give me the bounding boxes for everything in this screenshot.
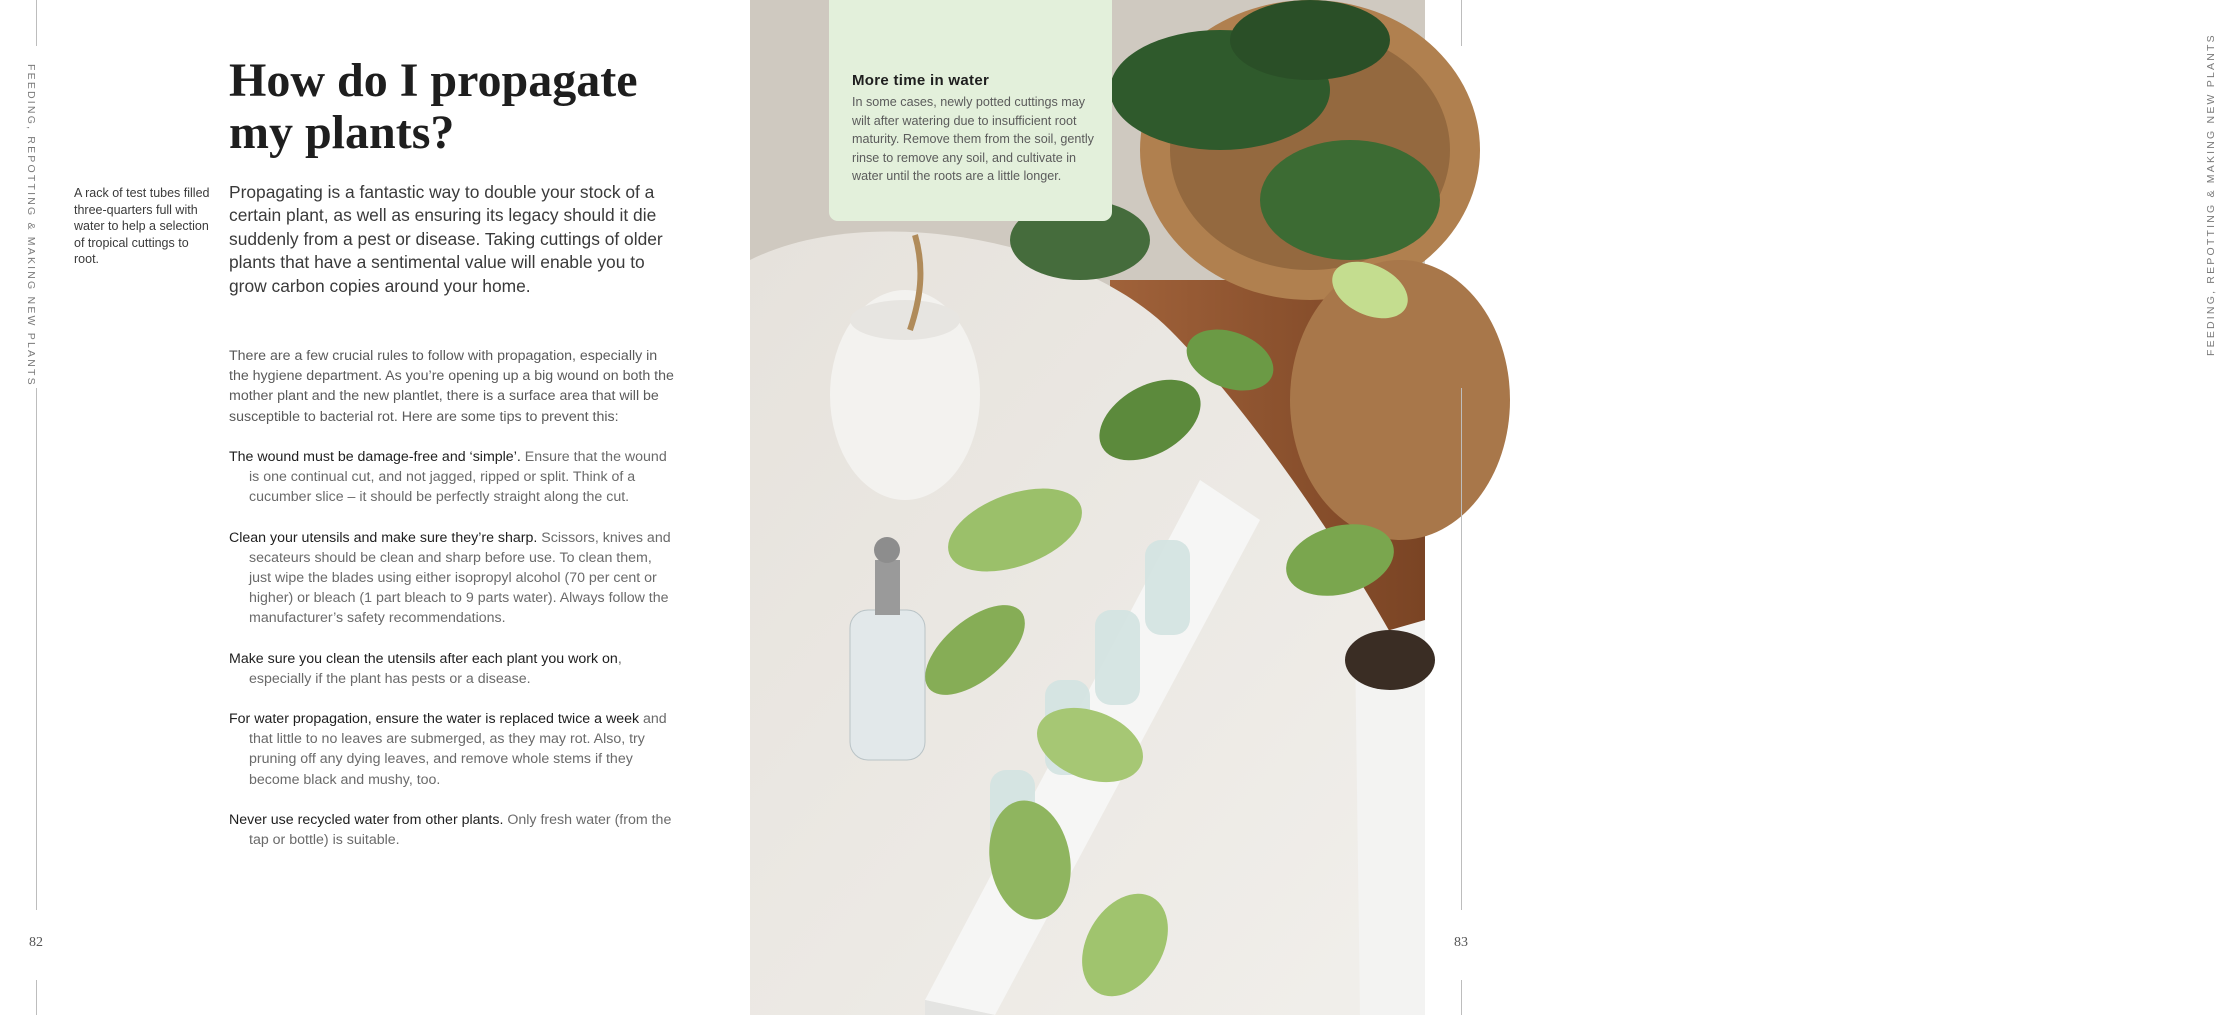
tip-lead: The wound must be damage-free and ‘simple’. (229, 449, 521, 465)
page-number: 82 (29, 935, 43, 950)
tip-text: , especially if the plant has pests or a disease. (249, 650, 622, 687)
list-item (229, 709, 674, 790)
margin-rule-middle (36, 388, 37, 910)
photo-caption: A rack of test tubes filled three-quarters full with water to help a selection of tropical cuttings to root. (74, 186, 210, 266)
tip-sidebar (829, 0, 1112, 221)
tip-lead: Never use recycled water from other plants. (229, 811, 504, 828)
sidebar-text: In some cases, newly potted cuttings may wilt after watering due to insufficient root maturity. Remove them from the soil, gently rinse to remove any soil, and cultivate in water until the roots are a little longer. (852, 95, 1094, 184)
intro-paragraph: Propagating is a fantastic way to double your stock of a certain plant, as well as ensuring its legacy should it die suddenly from a pest or disease. Taking cuttings of older plants that have a sentimental value will enable you to grow carbon copies around your home. (229, 182, 663, 296)
list-item (229, 528, 674, 629)
tip-lead: For water propagation, ensure the water is replaced twice a week (229, 711, 640, 728)
tip-text: Ensure that the wound is one continual cut, and not jagged, ripped or split. Think of a cucumber slice – it should be perfectly straight along the cut. (249, 449, 667, 506)
tip-lead: Make sure you clean the utensils after each plant you work on (229, 650, 618, 667)
left-page (0, 0, 750, 1015)
margin-rule-top (1461, 0, 1462, 46)
tip-text: Scissors, knives and secateurs should be clean and sharp before use. To clean them, just wipe the blades using either isopropyl alcohol (70 per cent or higher) or bleach (1 part bleach to 9 parts water). Always follow the manufacturer’s safety recommendations. (249, 529, 671, 627)
list-item (229, 447, 674, 508)
tip-text: and that little to no leaves are submerged, as they may rot. Also, try pruning off any dying leaves, and remove whole stems if they become black and mushy, too. (249, 711, 667, 788)
tip-text: Only fresh water (from the tap or bottle) is suitable. (249, 811, 672, 849)
margin-rule-bottom (36, 980, 37, 1015)
sidebar-title: More time in water (852, 72, 990, 89)
tips-list (229, 447, 674, 870)
list-item (229, 810, 674, 850)
body-paragraph: There are a few crucial rules to follow with propagation, especially in the hygiene department. As you’re opening up a big wound on both the mother plant and the new plantlet, there is a surface area that will be susceptible to bacterial rot. Here are some tips to prevent this: (229, 348, 674, 425)
margin-rule-bottom (1461, 980, 1462, 1015)
list-item (229, 649, 674, 689)
running-head: FEEDING, REPOTTING & MAKING NEW PLANTS (25, 64, 37, 387)
margin-rule-top (36, 0, 37, 46)
tip-lead: Clean your utensils and make sure they’re sharp. (229, 529, 538, 546)
running-head: FEEDING, REPOTTING & MAKING NEW PLANTS (2205, 33, 2217, 356)
margin-rule-middle (1461, 388, 1462, 910)
page-title: How do I propagate my plants? (229, 54, 638, 159)
page-number: 83 (1454, 935, 1468, 950)
